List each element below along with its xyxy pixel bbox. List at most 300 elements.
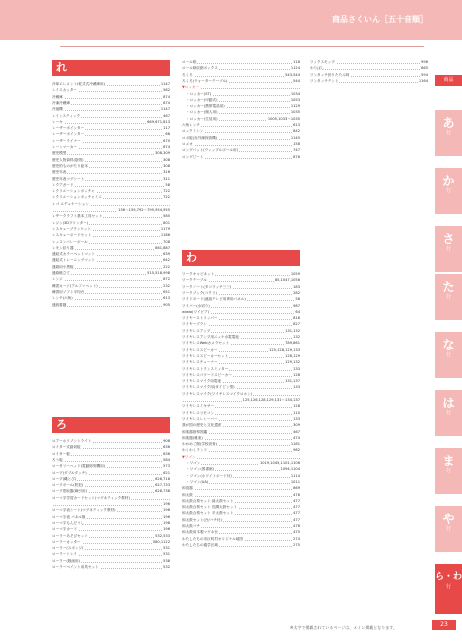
entry-name: 和太鼓 xyxy=(182,492,193,497)
index-entry[interactable] xyxy=(52,120,170,125)
entry-page: 1181 xyxy=(290,442,300,447)
index-entry[interactable] xyxy=(182,518,300,523)
leader-dots xyxy=(182,76,300,77)
entry-name: ワイヤレスチューナー xyxy=(182,360,218,365)
index-entry[interactable] xyxy=(52,258,170,263)
tab-kana: は xyxy=(442,396,455,410)
index-entry[interactable] xyxy=(182,524,300,529)
index-entry[interactable] xyxy=(52,515,170,520)
index-entry[interactable] xyxy=(52,132,170,137)
index-entry[interactable] xyxy=(52,107,170,112)
entry-page: 474 xyxy=(293,435,300,440)
index-entry[interactable] xyxy=(182,278,300,283)
index-entry[interactable] xyxy=(310,60,428,65)
entry-page: 1011 xyxy=(290,479,300,484)
entry-name: 和太鼓合奏セット 緑太鼓セット xyxy=(182,498,234,503)
index-entry[interactable] xyxy=(182,436,300,441)
index-entry[interactable] xyxy=(52,552,170,557)
entry-page: 477 xyxy=(293,498,300,503)
index-entry[interactable] xyxy=(52,95,170,100)
entry-name: レスキューブランケット xyxy=(52,226,91,231)
index-entry[interactable] xyxy=(52,221,170,226)
entry-page: 475 xyxy=(293,530,300,535)
entry-page: 628,738 xyxy=(155,489,170,494)
index-entry[interactable] xyxy=(52,195,170,200)
entry-name: ワイヤレスアンプ用ニッケ水電電池 xyxy=(182,335,239,339)
index-entry[interactable] xyxy=(52,183,170,188)
entry-page: 308,309 xyxy=(155,151,170,156)
tab-kana: た xyxy=(442,280,455,294)
entry-name: ワイヤレスアンプ xyxy=(182,328,211,333)
entry-name: ワイヤレスリモコン xyxy=(182,410,215,415)
entry-name: ワイヤレスWebカメラセット xyxy=(182,341,230,346)
entry-name: ロメオ xyxy=(182,141,193,146)
index-entry[interactable] xyxy=(52,202,170,207)
index-entry[interactable] xyxy=(182,66,300,71)
entry-name: ローラートレイ xyxy=(52,552,77,557)
index-entry[interactable] xyxy=(182,304,300,309)
index-entry[interactable] xyxy=(52,82,170,87)
index-entry[interactable] xyxy=(52,208,170,213)
entry-page: 531 xyxy=(163,546,170,551)
entry-page: 722 xyxy=(163,189,170,194)
index-entry[interactable] xyxy=(182,423,300,428)
index-entry[interactable] xyxy=(52,177,170,182)
index-entry[interactable] xyxy=(182,486,300,491)
index-entry[interactable] xyxy=(182,411,300,416)
entry-page: 1005,1033～1035 xyxy=(267,116,300,121)
entry-page: 651 xyxy=(163,289,170,294)
index-entry[interactable] xyxy=(182,310,300,315)
index-entry[interactable] xyxy=(182,316,300,321)
entry-page: 747 xyxy=(293,148,300,153)
entry-name: レクリエーションポッチャ xyxy=(52,189,95,194)
index-entry[interactable] xyxy=(182,129,300,134)
index-entry[interactable] xyxy=(52,101,170,106)
entry-page: 308 xyxy=(163,163,170,168)
entry-page: 544 xyxy=(293,78,300,83)
entry-name xyxy=(52,208,53,212)
index-entry[interactable] xyxy=(182,155,300,160)
entry-name: ロール紙 xyxy=(182,60,197,64)
index-entry[interactable] xyxy=(310,73,428,78)
sidebar-tab-8[interactable] xyxy=(435,506,462,552)
index-entry[interactable] xyxy=(182,398,300,403)
entry-name: ローマ字もんだうし xyxy=(52,520,85,525)
entry-page: 872 xyxy=(163,277,170,282)
index-entry[interactable] xyxy=(182,499,300,504)
index-entry[interactable] xyxy=(182,297,300,302)
index-entry[interactable] xyxy=(182,117,300,122)
page-number: 23 xyxy=(432,620,456,630)
index-entry[interactable] xyxy=(52,126,170,131)
index-entry[interactable] xyxy=(52,164,170,169)
entry-name: 和食器 xyxy=(182,486,193,491)
entry-page: 515,518,998 xyxy=(147,271,170,275)
entry-name: ロール紙収納ボックス xyxy=(182,66,218,71)
index-entry[interactable] xyxy=(52,483,170,488)
index-entry[interactable] xyxy=(182,348,300,353)
index-entry[interactable] xyxy=(52,240,170,245)
entry-page: 1035 xyxy=(290,110,300,115)
entry-page: 1145 xyxy=(290,135,300,140)
entry-page: 311 xyxy=(163,176,170,181)
index-entry[interactable] xyxy=(182,98,300,103)
index-entry[interactable] xyxy=(182,60,300,65)
index-entry[interactable] xyxy=(52,290,170,295)
index-entry[interactable] xyxy=(182,385,300,390)
index-entry[interactable] xyxy=(52,458,170,463)
leader-dots xyxy=(182,496,300,497)
entry-page: 639 xyxy=(163,252,170,257)
section-header: ろ xyxy=(52,417,170,433)
entry-name: 和楽器指導図鑑 xyxy=(182,429,208,434)
entry-page: 476 xyxy=(293,524,300,528)
entry-page: 222 xyxy=(163,264,170,269)
sidebar-tab-9[interactable] xyxy=(435,564,462,614)
entry-page: 532,533 xyxy=(155,533,170,538)
entry-name: ▼ロッカー xyxy=(182,85,200,90)
leader-dots xyxy=(52,98,170,99)
tab-kana: や xyxy=(442,512,455,526)
index-entry[interactable] xyxy=(52,471,170,476)
tab-kana: な xyxy=(442,338,455,352)
entry-page: 1059 xyxy=(290,272,300,276)
entry-name: 冷却エレメント(乾式式冷蔵庫用) xyxy=(52,82,106,86)
index-entry[interactable] xyxy=(182,467,300,472)
entry-page: 627,733 xyxy=(155,483,170,488)
index-entry[interactable] xyxy=(52,88,170,93)
entry-name: 歴史年表 xyxy=(52,170,67,175)
index-entry[interactable] xyxy=(182,379,300,384)
entry-page: 133 xyxy=(293,385,300,390)
entry-page: 58 xyxy=(165,182,170,187)
entry-page: 1114 xyxy=(290,473,300,478)
entry-page: 196 xyxy=(163,514,170,519)
entry-name: ロープ巻取器(綱引用) xyxy=(52,489,87,494)
index-entry[interactable] xyxy=(182,430,300,435)
index-entry[interactable] xyxy=(182,543,300,548)
entry-page: 636 xyxy=(163,451,170,456)
index-entry[interactable] xyxy=(52,277,170,282)
entry-page: 117 xyxy=(163,126,170,131)
entry-page: 585 xyxy=(163,214,170,219)
entry-name: ローラー(スポンジ) xyxy=(52,546,84,551)
index-entry[interactable] xyxy=(182,373,300,378)
entry-name: 冷風機 xyxy=(52,107,63,112)
sidebar-tab-4[interactable] xyxy=(435,274,462,320)
index-entry[interactable] xyxy=(52,534,170,539)
index-entry[interactable] xyxy=(52,252,170,257)
index-entry[interactable] xyxy=(182,367,300,372)
entry-page: 1147 xyxy=(160,107,170,112)
entry-name: 和太鼓バチ xyxy=(182,524,200,528)
index-entry[interactable] xyxy=(52,284,170,289)
sidebar-tab-2[interactable] xyxy=(435,168,462,214)
entry-page: 232 xyxy=(163,283,170,288)
entry-name: 冷蔵庫 xyxy=(52,94,63,99)
entry-name: 練習カード(アルファベット) xyxy=(52,283,98,288)
entry-page: 996 xyxy=(421,60,428,64)
entry-page: 128 xyxy=(293,372,300,377)
index-entry[interactable] xyxy=(182,285,300,290)
entry-page: 133 xyxy=(293,366,300,371)
index-entry[interactable] xyxy=(182,417,300,422)
entry-page: 131,137 xyxy=(285,379,300,384)
index-entry[interactable] xyxy=(52,227,170,232)
entry-page: 789,861 xyxy=(285,341,300,346)
sidebar-tab-5[interactable] xyxy=(435,332,462,378)
index-entry[interactable] xyxy=(52,464,170,469)
index-entry[interactable] xyxy=(52,214,170,219)
sidebar-tab-3[interactable] xyxy=(435,226,462,272)
entry-name: ワークキャビネット xyxy=(182,272,215,276)
entry-name: レイスカッター xyxy=(52,88,77,93)
entry-page: 467 xyxy=(293,429,300,434)
entry-name: ワークテーブル xyxy=(182,278,207,283)
entry-name: 和楽器(雅楽) xyxy=(182,435,203,440)
entry-name: ローマ字カード xyxy=(52,527,78,532)
entry-page: 584 xyxy=(163,457,170,462)
index-entry[interactable] xyxy=(182,537,300,542)
index-entry[interactable] xyxy=(52,452,170,457)
index-entry[interactable] xyxy=(52,296,170,301)
tab-gyo: 行 xyxy=(445,130,451,136)
index-entry[interactable] xyxy=(52,527,170,532)
entry-page: 129,132 xyxy=(285,360,300,365)
index-entry[interactable] xyxy=(52,445,170,450)
entry-name: 歴史年表マグシート xyxy=(52,176,85,181)
entry-name: ワイドボード(液晶テレビ用専用パネル) xyxy=(182,297,246,302)
index-entry[interactable] xyxy=(52,303,170,308)
entry-page: 613 xyxy=(293,123,300,127)
index-entry[interactable] xyxy=(182,110,300,115)
entry-name: ワイヤレスマイク(ワイヤレスマイクロホン) xyxy=(182,391,253,396)
sidebar-tab-6[interactable] xyxy=(435,390,462,436)
index-entry[interactable] xyxy=(182,474,300,479)
index-entry[interactable] xyxy=(52,565,170,570)
index-entry[interactable] xyxy=(310,66,428,71)
entry-page: 1019,1045,1101,1106 xyxy=(259,461,300,465)
index-entry[interactable] xyxy=(182,360,300,365)
index-entry[interactable] xyxy=(182,123,300,128)
entry-name: 歴史人物資料(掛図) xyxy=(52,157,84,162)
entry-name: ロイター式踏切板 xyxy=(52,445,81,450)
entry-page: 1129 xyxy=(290,104,300,109)
section-header: わ xyxy=(182,250,300,266)
entry-name: ロボ板(赤外線探査機) xyxy=(182,135,218,140)
entry-name: レインスティック xyxy=(52,113,81,118)
index-entry[interactable] xyxy=(182,291,300,296)
entry-name: レジン(3Dプリンター) xyxy=(52,220,89,225)
entry-page: 128 xyxy=(293,404,300,409)
index-entry[interactable] xyxy=(182,354,300,359)
index-entry[interactable] xyxy=(182,341,300,346)
entry-page: 905 xyxy=(163,302,170,307)
entry-name: レクリエーションポッチャミニ xyxy=(52,195,102,200)
leader-dots xyxy=(182,63,300,64)
sidebar-tab-7[interactable] xyxy=(435,448,462,494)
index-entry[interactable] xyxy=(52,496,170,501)
index-entry[interactable] xyxy=(182,73,300,78)
index-entry[interactable] xyxy=(52,271,170,276)
entry-name: ローマ字表 パネル版 xyxy=(52,514,86,519)
index-entry[interactable] xyxy=(182,272,300,277)
entry-page: 816 xyxy=(293,316,300,321)
index-entry[interactable] xyxy=(182,505,300,510)
header-bar xyxy=(0,0,462,40)
index-entry[interactable] xyxy=(52,246,170,251)
entry-name: 練習用ソフト平均台 xyxy=(52,289,85,294)
entry-name: レーキ xyxy=(52,119,63,124)
index-entry[interactable] xyxy=(52,189,170,194)
index-entry[interactable] xyxy=(182,136,300,141)
leader-dots xyxy=(182,489,300,490)
index-entry[interactable] xyxy=(52,139,170,144)
entry-name: ワイヤーストリッパー xyxy=(182,316,218,321)
entry-name: ロープ(ダブルダッチ) xyxy=(52,470,87,475)
entry-page: 131,132 xyxy=(285,328,300,333)
entry-page: 1147 xyxy=(160,82,170,86)
entry-page: 196 xyxy=(163,527,170,532)
entry-name: ローラー(版画用) xyxy=(52,558,80,563)
entry-page: 613 xyxy=(163,296,170,301)
index-entry[interactable] xyxy=(182,461,300,466)
entry-name: 六角レンチ xyxy=(182,123,200,127)
entry-page: 132 xyxy=(293,335,300,339)
index-entry[interactable] xyxy=(52,265,170,270)
divider xyxy=(60,46,424,47)
index-entry[interactable] xyxy=(52,151,170,156)
index-entry[interactable] xyxy=(182,335,300,340)
entry-name: 連絡帳立て xyxy=(52,271,70,275)
entry-page: 531 xyxy=(163,552,170,557)
leader-dots xyxy=(52,461,170,462)
index-entry[interactable] xyxy=(52,546,170,551)
index-entry[interactable] xyxy=(182,92,300,97)
entry-name: ロングピート xyxy=(182,154,204,159)
entry-name: レッスンバレーボール xyxy=(52,239,88,244)
index-entry[interactable] xyxy=(182,455,300,460)
entry-name: ワイヤレスパワードスピーカー xyxy=(182,372,232,377)
index-entry[interactable] xyxy=(52,508,170,513)
entry-page: 670 xyxy=(163,138,170,143)
entry-page: 642 xyxy=(163,258,170,263)
footnote: ※太字で掲載されているページは、メイン掲載となります。 xyxy=(290,625,397,630)
entry-page: 85,1047,1058 xyxy=(274,278,300,283)
entry-name: ワンタッチテント xyxy=(310,78,339,83)
entry-name: ろくろ(ウォーターテーブル) xyxy=(182,78,228,83)
index-entry[interactable] xyxy=(52,170,170,175)
entry-page: 308 xyxy=(163,157,170,162)
entry-name: ワイヤレスマイク用電池 xyxy=(182,379,222,384)
entry-name: ワンタッチ折りたたみ椅 xyxy=(310,72,350,77)
index-entry[interactable] xyxy=(182,85,300,90)
index-entry[interactable] xyxy=(182,142,300,147)
entry-name: わくわくランド xyxy=(182,448,208,453)
index-entry[interactable] xyxy=(182,493,300,498)
entry-name: 和太鼓用木製マグネ台 xyxy=(182,530,218,535)
index-entry[interactable] xyxy=(52,502,170,507)
entry-name: ワークノート(タコラッチ三三) xyxy=(182,284,232,289)
entry-page: 125,126,128,129,131～134,137 xyxy=(242,398,300,402)
category-tab[interactable]: 商品 xyxy=(435,75,462,86)
index-entry[interactable] xyxy=(52,439,170,444)
entry-page: 636 xyxy=(163,445,170,450)
leader-dots xyxy=(52,280,170,281)
index-entry[interactable] xyxy=(182,530,300,535)
index-entry[interactable] xyxy=(182,404,300,409)
entry-name: ろう板 xyxy=(52,457,63,462)
entry-page: 282 xyxy=(293,290,300,295)
index-entry[interactable] xyxy=(310,79,428,84)
entry-name: ・ロッカー(ST) xyxy=(182,92,212,96)
entry-page: 196 xyxy=(163,508,170,513)
entry-name: レーザーライナー xyxy=(52,138,81,143)
entry-name: ・ロッカー(携帯電話用) xyxy=(182,104,226,108)
entry-page: 158 xyxy=(293,141,300,146)
leader-dots xyxy=(52,306,170,307)
index-entry[interactable] xyxy=(52,477,170,482)
index-entry[interactable] xyxy=(52,158,170,163)
tab-gyo: 行 xyxy=(445,246,451,252)
index-entry[interactable] xyxy=(182,448,300,453)
index-entry[interactable] xyxy=(182,322,300,327)
entry-page: 580,1122 xyxy=(152,539,170,544)
entry-name: 連結式カラーペットマット xyxy=(52,252,95,257)
index-entry[interactable] xyxy=(52,114,170,119)
index-entry[interactable] xyxy=(52,559,170,564)
index-entry[interactable] xyxy=(52,540,170,545)
tab-kana: ま xyxy=(442,454,455,468)
entry-name: ローラーあそびセット xyxy=(52,533,88,538)
entry-page: 827 xyxy=(293,322,300,327)
entry-name: 連絡用小黒板 xyxy=(52,264,74,269)
index-entry[interactable] xyxy=(182,148,300,153)
index-entry[interactable] xyxy=(182,392,300,397)
entry-page: 674 xyxy=(163,145,170,149)
entry-name: 歴史的ものがたり絵本 xyxy=(52,163,88,168)
sidebar-tab-1[interactable] xyxy=(435,110,462,156)
leader-dots xyxy=(52,505,170,506)
entry-page: 58 xyxy=(295,297,300,302)
index-entry[interactable] xyxy=(52,233,170,238)
entry-page: 477 xyxy=(293,505,300,510)
index-entry[interactable] xyxy=(182,329,300,334)
index-entry[interactable] xyxy=(182,442,300,447)
entry-page: 275 xyxy=(293,542,300,547)
entry-page: 532 xyxy=(163,565,170,569)
entry-name: ロングパット(ウィップルボール用) xyxy=(182,148,238,153)
index-entry[interactable] xyxy=(52,145,170,150)
index-entry[interactable] xyxy=(182,480,300,485)
index-entry[interactable] xyxy=(52,521,170,526)
entry-page: 118 xyxy=(293,60,300,64)
entry-name: レスキューボードセット xyxy=(52,233,92,238)
entry-name: ・ワゴン xyxy=(182,461,201,465)
entry-page: 801 xyxy=(163,220,170,225)
entry-name: 和太鼓合奏セット 平太鼓セット xyxy=(182,511,234,516)
index-entry[interactable] xyxy=(52,489,170,494)
entry-name: ▼ワゴン xyxy=(182,454,196,459)
index-entry[interactable] xyxy=(182,511,300,516)
entry-name: 連結式トレーニングマット xyxy=(52,258,95,263)
entry-page: 573 xyxy=(163,464,170,469)
tab-gyo: 行 xyxy=(445,526,451,532)
tab-gyo: 行 xyxy=(445,352,451,358)
index-entry[interactable] xyxy=(182,79,300,84)
index-entry[interactable] xyxy=(182,104,300,109)
